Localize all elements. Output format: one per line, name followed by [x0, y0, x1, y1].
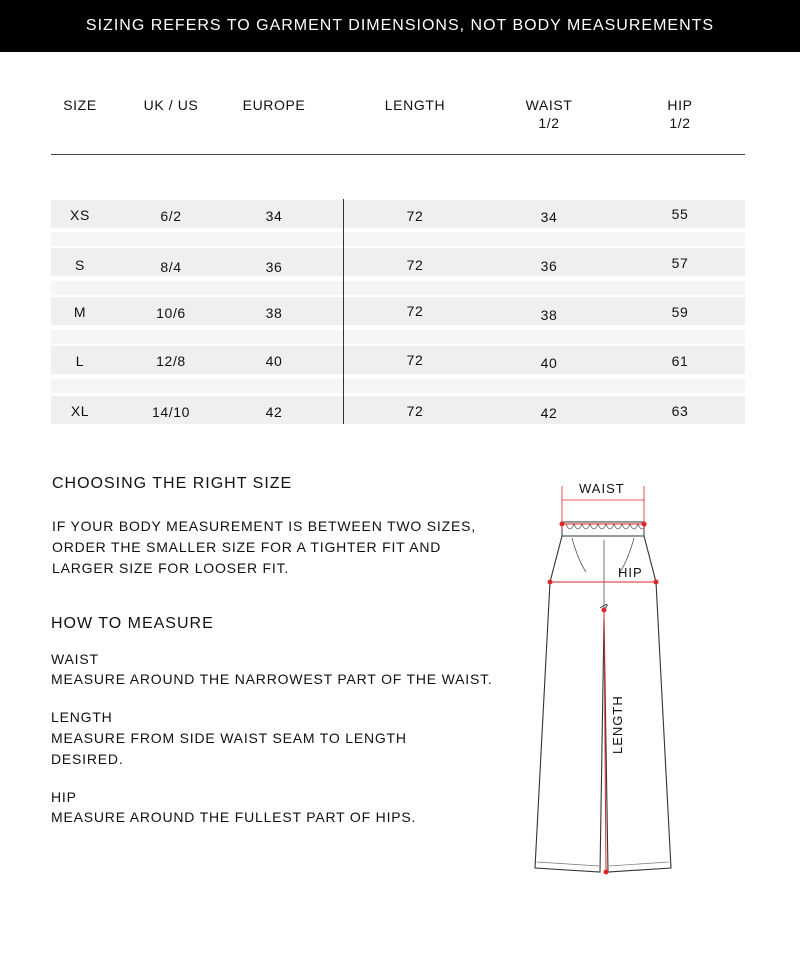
length-instructions: MEASURE FROM SIDE WAIST SEAM TO LENGTH DESIRED.: [51, 730, 407, 767]
choosing-text: IF YOUR BODY MEASUREMENT IS BETWEEN TWO SIZES, ORDER THE SMALLER SIZE FOR A TIGHTER FIT AND LARGER SIZE FOR LOOSER FIT.: [52, 518, 476, 576]
header-europe: EUROPE: [242, 97, 306, 113]
header-length: LENGTH: [384, 97, 446, 113]
row-gap: [51, 379, 745, 393]
row-gap: [51, 281, 745, 295]
banner-text: SIZING REFERS TO GARMENT DIMENSIONS, NOT BODY MEASUREMENTS: [85, 17, 715, 34]
header-uk-us: UK / US: [143, 97, 199, 113]
top-banner: [0, 0, 800, 52]
row-gap: [51, 232, 745, 246]
waist-heading: WAIST: [51, 651, 99, 667]
trousers-diagram: [520, 470, 680, 890]
row-gap: [51, 330, 745, 344]
column-divider: [343, 199, 344, 424]
how-to-measure-title: HOW TO MEASURE: [51, 615, 214, 632]
header-hip: HIP 1/2: [667, 97, 693, 131]
figure-length-label: LENGTH: [610, 695, 625, 754]
hip-instructions: MEASURE AROUND THE FULLEST PART OF HIPS.: [51, 809, 417, 825]
header-waist: WAIST 1/2: [525, 97, 573, 131]
header-size: SIZE: [63, 97, 97, 113]
trousers-icon: [520, 470, 680, 890]
header-divider: [51, 154, 745, 155]
hip-heading: HIP: [51, 789, 77, 805]
choosing-title: CHOOSING THE RIGHT SIZE: [52, 475, 293, 492]
waist-instructions: MEASURE AROUND THE NARROWEST PART OF THE WAIST.: [51, 671, 493, 687]
figure-waist-label: WAIST: [579, 481, 625, 496]
length-heading: LENGTH: [51, 709, 113, 725]
figure-hip-label: HIP: [618, 565, 643, 580]
